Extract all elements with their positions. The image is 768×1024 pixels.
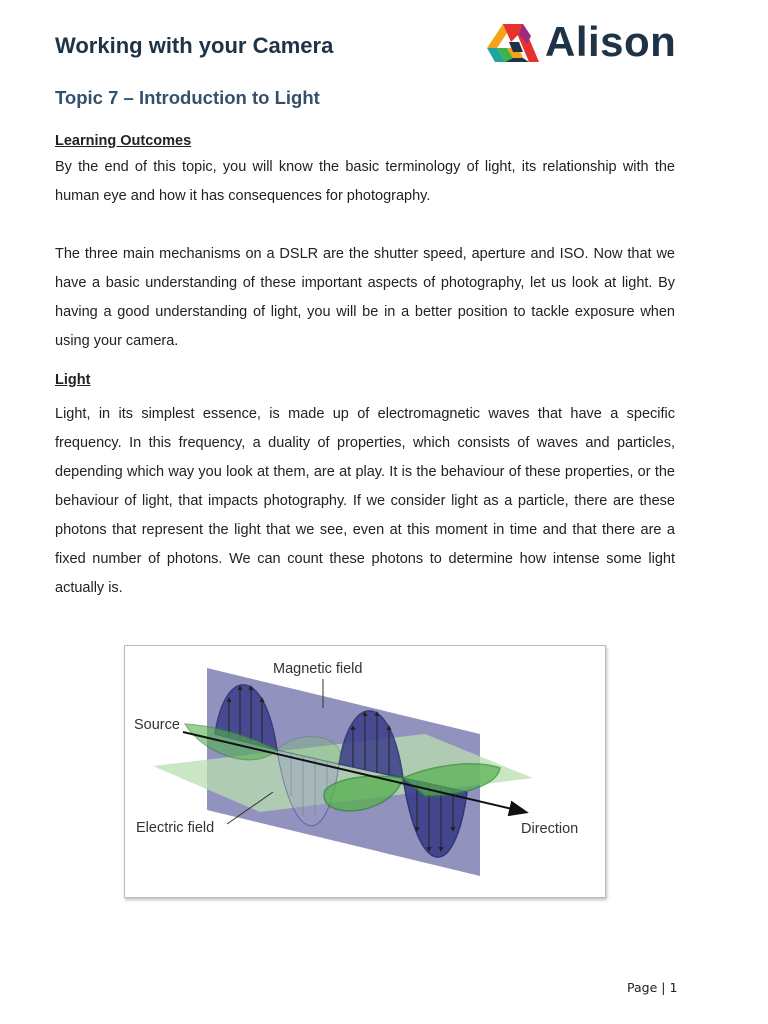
topic-title: Topic 7 – Introduction to Light	[55, 87, 320, 108]
learning-outcomes-paragraph: By the end of this topic, you will know the basic terminology of light, its relationship with the human eye and how it has consequences for photography.	[55, 159, 675, 204]
light-paragraph: Light, in its simplest essence, is made up of electromagnetic waves that have a specific frequency. In this frequency, a duality of properties, which consists of waves and particles, depending which way you look at them, are at play. It is the behaviour of these properties, or the behaviour of light, that impacts photography. If we consider light as a particle, there are these photons that represent the light that we see, even at this moment in time and that there are a fixed number of photons. We can count these photons to determine how intense some light actually is.	[55, 406, 675, 596]
course-title: Working with your Camera	[55, 33, 334, 58]
intro-paragraph: The three main mechanisms on a DSLR are the shutter speed, aperture and ISO. Now that we have a basic understanding of these important aspects of photography, let us look at light. By having a good understanding of light, you will be in a better position to tackle exposure when using your camera.	[55, 246, 675, 349]
magnetic-field-label: Magnetic field	[273, 661, 363, 677]
learning-outcomes-heading: Learning Outcomes	[55, 133, 192, 149]
page-footer	[627, 980, 677, 995]
page-number: 1	[669, 980, 678, 995]
direction-label: Direction	[521, 821, 579, 837]
light-heading: Light	[55, 372, 91, 388]
source-label: Source	[134, 717, 180, 733]
page-separator: |	[661, 980, 666, 995]
alison-logo-icon	[483, 22, 545, 68]
alison-logo	[483, 18, 708, 72]
electric-field-label: Electric field	[136, 820, 215, 836]
page-label: Page	[627, 980, 658, 995]
electromagnetic-wave-figure	[124, 645, 606, 898]
electromagnetic-wave-diagram	[125, 646, 605, 897]
body-content	[55, 131, 675, 603]
alison-logo-text: Alison	[545, 18, 677, 65]
